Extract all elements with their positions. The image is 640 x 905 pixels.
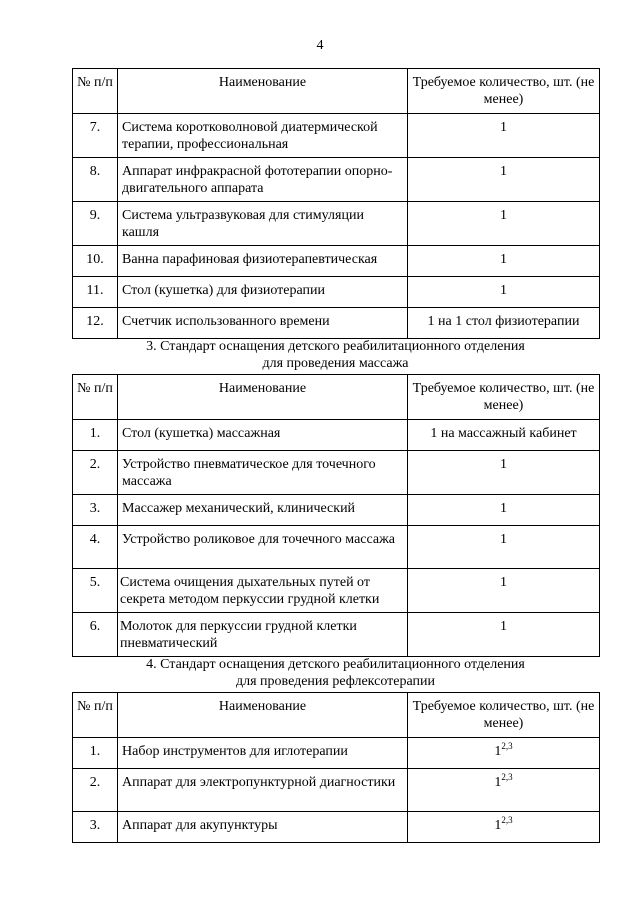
row-qty: 1 [408,114,600,158]
row-name: Аппарат инфракрасной фототерапии опорно-двигательного аппарата [118,158,408,202]
row-qty [408,812,600,843]
footnote-marker: 2,3 [501,772,513,782]
table-row [73,451,600,495]
row-qty: 1 [408,202,600,246]
section-title-line: для проведения рефлексотерапии [236,674,435,689]
header-num: № п/п [73,693,118,738]
row-num: 5. [73,569,118,613]
row-name: Устройство роликовое для точечного массажа [118,526,408,569]
footnote-marker: 2,3 [501,741,513,751]
row-num: 11. [73,277,118,308]
row-num: 3. [73,495,118,526]
row-num: 4. [73,526,118,569]
row-qty: 1 [408,526,600,569]
table-row [73,769,600,812]
header-name: Наименование [118,69,408,114]
table-row [73,738,600,769]
table-row [73,114,600,158]
table-row [73,495,600,526]
row-qty: 1 [408,277,600,308]
page-number: 4 [316,38,324,53]
equipment-table-physiotherapy [72,68,600,339]
row-qty: 1 [408,451,600,495]
section-title-line: 3. Стандарт оснащения детского реабилитационного отделения [146,339,525,354]
table-row [73,158,600,202]
qty-value: 1 [494,775,502,790]
row-name: Массажер механический, клинический [118,495,408,526]
row-name: Стол (кушетка) массажная [118,420,408,451]
row-num: 12. [73,308,118,339]
row-name: Система коротковолновой диатермической терапии, профессиональная [118,114,408,158]
row-num: 2. [73,769,118,812]
table-row [73,812,600,843]
row-name: Устройство пневматическое для точечного массажа [118,451,408,495]
row-qty [408,769,600,812]
row-name: Набор инструментов для иглотерапии [118,738,408,769]
section-title-line: для проведения массажа [262,356,409,371]
row-qty [408,738,600,769]
row-num: 8. [73,158,118,202]
table-row [73,277,600,308]
row-num: 6. [73,613,118,657]
row-name: Стол (кушетка) для физиотерапии [118,277,408,308]
row-num: 3. [73,812,118,843]
section-title-massage [72,338,599,372]
table-row [73,420,600,451]
header-qty: Требуемое количество, шт. (не менее) [408,693,600,738]
table-header-row [73,69,600,114]
row-qty: 1 [408,246,600,277]
row-num: 9. [73,202,118,246]
row-qty: 1 [408,495,600,526]
table-header-row [73,693,600,738]
row-name: Ванна парафиновая физиотерапевтическая [118,246,408,277]
row-num: 1. [73,420,118,451]
footnote-marker: 2,3 [501,815,513,825]
row-num: 2. [73,451,118,495]
table-row [73,613,600,657]
table-row [73,246,600,277]
row-qty: 1 [408,158,600,202]
table-row [73,202,600,246]
row-qty: 1 [408,569,600,613]
header-name: Наименование [118,375,408,420]
table-row [73,526,600,569]
section-title-reflexotherapy [72,656,599,690]
row-qty: 1 [408,613,600,657]
row-name: Молоток для перкуссии грудной клетки пневматический [118,613,408,657]
header-qty: Требуемое количество, шт. (не менее) [408,375,600,420]
header-num: № п/п [73,69,118,114]
equipment-table-reflexotherapy [72,692,600,843]
table-row [73,569,600,613]
table-row [73,308,600,339]
row-num: 10. [73,246,118,277]
qty-value: 1 [494,744,502,759]
row-name: Аппарат для электропунктурной диагностики [118,769,408,812]
row-name: Счетчик использованного времени [118,308,408,339]
row-name: Система ультразвуковая для стимуляции кашля [118,202,408,246]
row-name: Аппарат для акупунктуры [118,812,408,843]
equipment-table-massage [72,374,600,657]
row-num: 1. [73,738,118,769]
qty-value: 1 [494,818,502,833]
header-qty: Требуемое количество, шт. (не менее) [408,69,600,114]
row-qty: 1 на 1 стол физиотерапии [408,308,600,339]
row-name: Система очищения дыхательных путей от секрета методом перкуссии грудной клетки [118,569,408,613]
row-qty: 1 на массажный кабинет [408,420,600,451]
header-num: № п/п [73,375,118,420]
header-name: Наименование [118,693,408,738]
row-num: 7. [73,114,118,158]
section-title-line: 4. Стандарт оснащения детского реабилитационного отделения [146,657,525,672]
table-header-row [73,375,600,420]
